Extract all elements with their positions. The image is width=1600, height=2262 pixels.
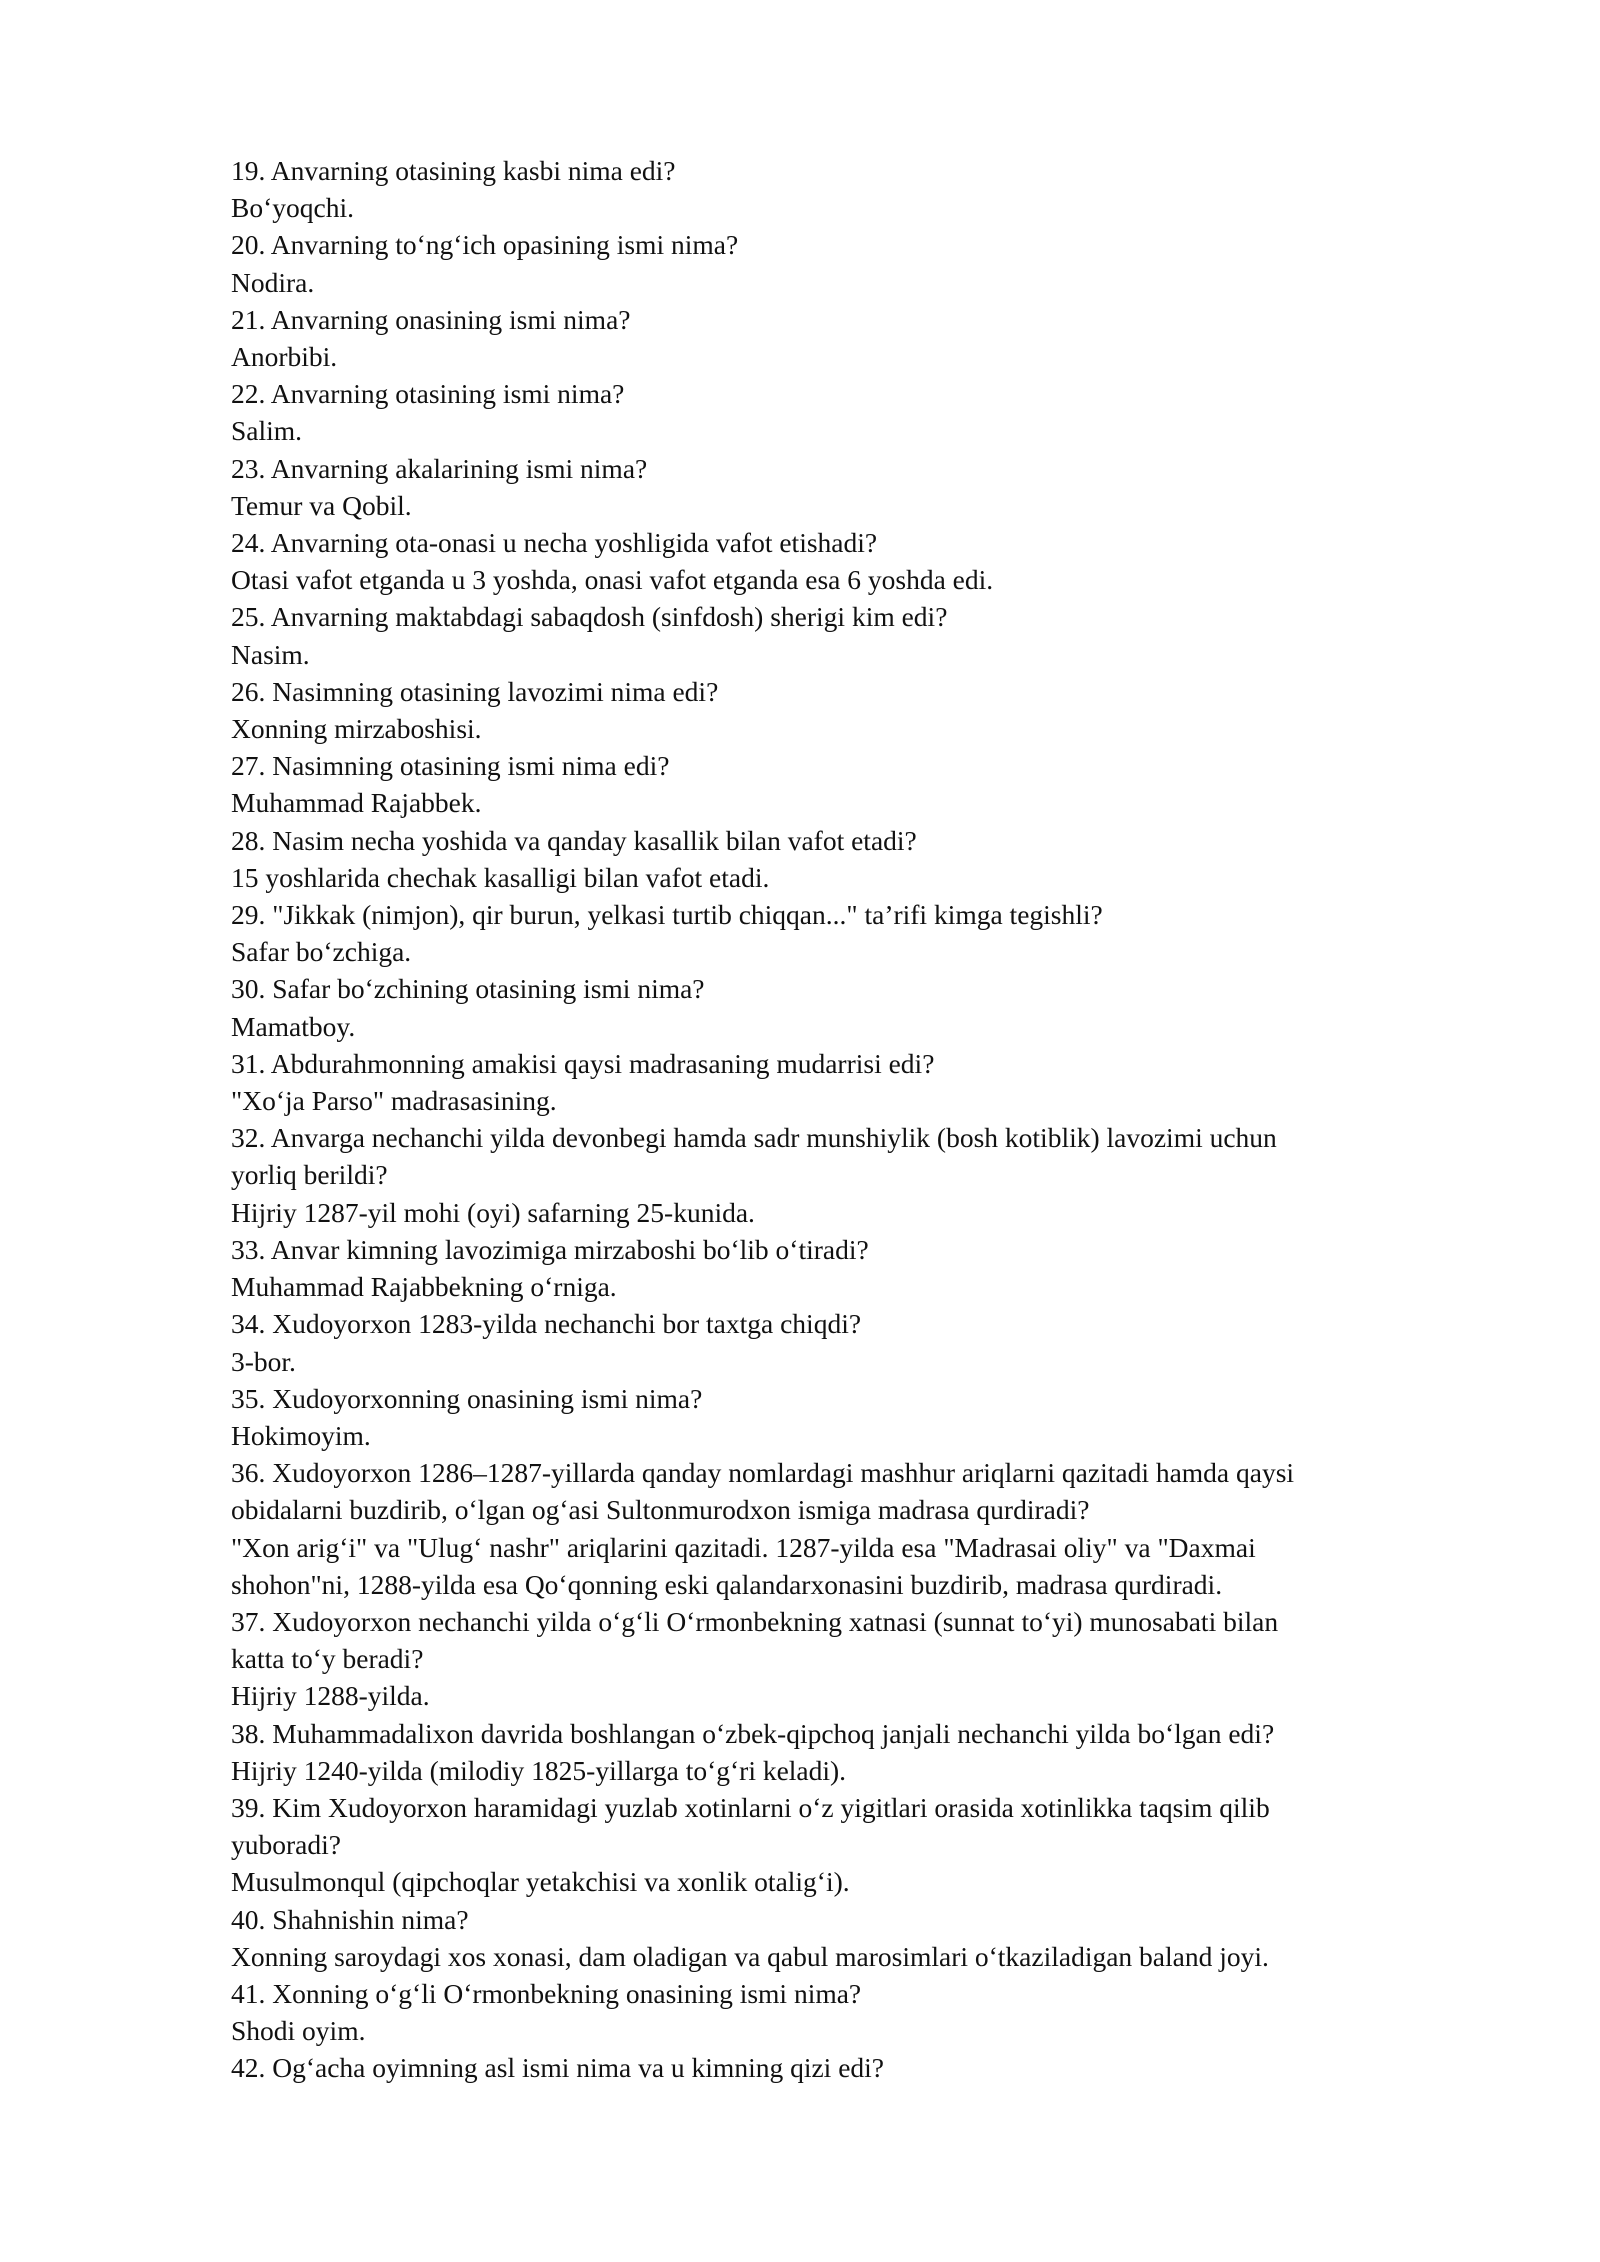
question-36-cont: obidalarni buzdirib, o‘lgan og‘asi Sultonmurodxon ismiga madrasa qurdiradi?	[231, 1494, 1090, 1526]
answer-24: Otasi vafot etganda u 3 yoshda, onasi vafot etganda esa 6 yoshda edi.	[231, 564, 994, 596]
question-39-cont: yuboradi?	[231, 1829, 341, 1861]
document-text	[231, 152, 1491, 2087]
question-26: 26. Nasimning otasining lavozimi nima edi?	[231, 675, 719, 707]
answer-23: Temur va Qobil.	[231, 489, 412, 521]
answer-22: Salim.	[231, 415, 303, 447]
answer-30: Mamatboy.	[231, 1010, 356, 1042]
question-28: 28. Nasim necha yoshida va qanday kasallik bilan vafot etadi?	[231, 824, 917, 856]
answer-31: "Xo‘ja Parso" madrasasining.	[231, 1085, 557, 1117]
question-37-cont: katta to‘y beradi?	[231, 1643, 424, 1675]
answer-19: Bo‘yoqchi.	[231, 192, 354, 224]
question-21: 21. Anvarning onasining ismi nima?	[231, 303, 631, 335]
answer-26: Xonning mirzaboshisi.	[231, 713, 482, 745]
question-29: 29. "Jikkak (nimjon), qir burun, yelkasi turtib chiqqan..." ta’rifi kimga tegishli?	[231, 899, 1103, 931]
answer-33: Muhammad Rajabbekning o‘rniga.	[231, 1271, 617, 1303]
question-34: 34. Xudoyorxon 1283-yilda nechanchi bor taxtga chiqdi?	[231, 1308, 862, 1340]
answer-35: Hokimoyim.	[231, 1419, 371, 1451]
question-40: 40. Shahnishin nima?	[231, 1903, 469, 1935]
answer-34: 3-bor.	[231, 1345, 296, 1377]
answer-36-cont: shohon"ni, 1288-yilda esa Qo‘qonning eski qalandarxonasini buzdirib, madrasa qurdiradi.	[231, 1568, 1223, 1600]
question-33: 33. Anvar kimning lavozimiga mirzaboshi bo‘lib o‘tiradi?	[231, 1233, 869, 1265]
answer-21: Anorbibi.	[231, 341, 338, 373]
answer-32: Hijriy 1287-yil mohi (oyi) safarning 25-kunida.	[231, 1196, 755, 1228]
question-24: 24. Anvarning ota-onasi u necha yoshligida vafot etishadi?	[231, 527, 878, 559]
answer-25: Nasim.	[231, 638, 310, 670]
question-27: 27. Nasimning otasining ismi nima edi?	[231, 750, 670, 782]
question-19: 19. Anvarning otasining kasbi nima edi?	[231, 155, 676, 186]
question-22: 22. Anvarning otasining ismi nima?	[231, 378, 625, 410]
question-41: 41. Xonning o‘g‘li O‘rmonbekning onasining ismi nima?	[231, 1977, 862, 2009]
answer-37: Hijriy 1288-yilda.	[231, 1680, 430, 1712]
answer-38: Hijriy 1240-yilda (milodiy 1825-yillarga to‘g‘ri keladi).	[231, 1754, 847, 1786]
question-32-cont: yorliq berildi?	[231, 1159, 388, 1191]
question-42: 42. Og‘acha oyimning asl ismi nima va u kimning qizi edi?	[231, 2052, 885, 2084]
answer-29: Safar bo‘zchiga.	[231, 936, 412, 968]
answer-20: Nodira.	[231, 266, 315, 298]
question-32: 32. Anvarga nechanchi yilda devonbegi hamda sadr munshiylik (bosh kotiblik) lavozimi uchun	[231, 1122, 1277, 1154]
answer-36: "Xon arig‘i" va "Ulug‘ nashr" ariqlarini qazitadi. 1287-yilda esa "Madrasai oliy" va "Daxmai	[231, 1531, 1256, 1563]
question-35: 35. Xudoyorxonning onasining ismi nima?	[231, 1382, 703, 1414]
question-38: 38. Muhammadalixon davrida boshlangan o‘zbek-qipchoq janjali nechanchi yilda bo‘lgan edi?	[231, 1717, 1275, 1749]
answer-40: Xonning saroydagi xos xonasi, dam oladigan va qabul marosimlari o‘tkaziladigan baland joyi.	[231, 1940, 1269, 1972]
answer-28: 15 yoshlarida chechak kasalligi bilan vafot etadi.	[231, 861, 770, 893]
question-23: 23. Anvarning akalarining ismi nima?	[231, 452, 648, 484]
question-36: 36. Xudoyorxon 1286–1287-yillarda qanday nomlardagi mashhur ariqlarni qazitadi hamda qaysi	[231, 1457, 1295, 1489]
answer-27: Muhammad Rajabbek.	[231, 787, 482, 819]
question-37: 37. Xudoyorxon nechanchi yilda o‘g‘li O‘rmonbekning xatnasi (sunnat to‘yi) munosabati bilan	[231, 1605, 1279, 1637]
question-20: 20. Anvarning to‘ng‘ich opasining ismi nima?	[231, 229, 739, 261]
question-30: 30. Safar bo‘zchining otasining ismi nima?	[231, 973, 705, 1005]
question-39: 39. Kim Xudoyorxon haramidagi yuzlab xotinlarni o‘z yigitlari orasida xotinlikka taqsim qilib	[231, 1791, 1270, 1823]
answer-41: Shodi oyim.	[231, 2015, 366, 2047]
question-25: 25. Anvarning maktabdagi sabaqdosh (sinfdosh) sherigi kim edi?	[231, 601, 948, 633]
question-31: 31. Abdurahmonning amakisi qaysi madrasaning mudarrisi edi?	[231, 1047, 935, 1079]
answer-39: Musulmonqul (qipchoqlar yetakchisi va xonlik otalig‘i).	[231, 1866, 850, 1898]
